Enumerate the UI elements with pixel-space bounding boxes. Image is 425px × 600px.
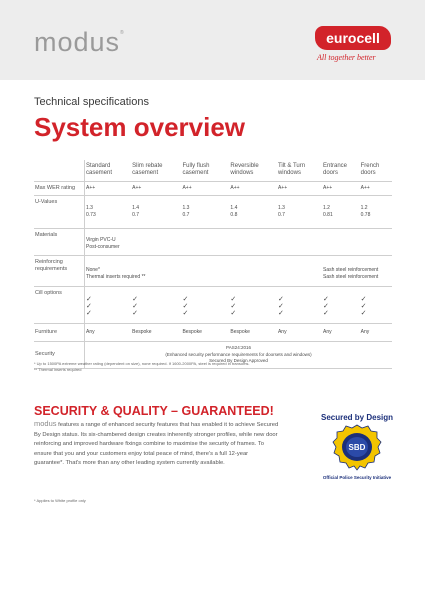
table-cell: Sash steel reinforcement Sash steel reinforcement <box>322 256 392 287</box>
security-body: modus features a range of enhanced security features that has enabled it to achieve Secured By Design status. Its six-chambered design creates inherently stronger profiles, while new door reinforcing and improved hardware fixings combine to maximise the security of frames. To ensure that you and your customers enjoy total peace of mind, there's a full 12-year guarantee*. That's more than any other leading system currently available. <box>34 419 279 467</box>
corner-cell <box>34 160 85 182</box>
row-label: Max WER rating <box>34 182 85 196</box>
table-row <box>34 196 392 229</box>
secured-by-design-logo <box>314 409 400 489</box>
row-label: Cill options <box>34 287 85 324</box>
table-cell: Any <box>85 324 132 342</box>
row-label: U-Values <box>34 196 85 229</box>
table-cell: 1.2 0.78 <box>360 196 392 229</box>
row-label: Furniture <box>34 324 85 342</box>
check-cell: ✓ ✓ ✓ <box>360 287 392 324</box>
table-cell: Bespoke <box>181 324 229 342</box>
row-label: Security <box>34 342 85 369</box>
security-heading: SECURITY & QUALITY – GUARANTEED! <box>34 404 274 418</box>
table-cell: 1.3 0.73 <box>85 196 132 229</box>
table-row <box>34 287 392 324</box>
table-cell: Any <box>360 324 392 342</box>
table-row <box>34 229 392 256</box>
col-header: Reversible windows <box>229 160 277 182</box>
table-cell: Any <box>322 324 360 342</box>
table-cell: A++ <box>229 182 277 196</box>
row-label: Materials <box>34 229 85 256</box>
table-cell: Virgin PVC-U Post-consumer <box>85 229 393 256</box>
sbd-badge-text: SBD <box>348 443 366 452</box>
table-cell: A++ <box>277 182 322 196</box>
eurocell-tagline: All together better <box>317 53 376 62</box>
check-cell: ✓ ✓ ✓ <box>131 287 181 324</box>
table-cell: A++ <box>360 182 392 196</box>
sbd-subtitle: Official Police Security Initiative <box>322 475 392 480</box>
col-header: Slim rebate casement <box>131 160 181 182</box>
security-footnote: * Applies to White profile only <box>34 498 86 503</box>
table-cell: A++ <box>322 182 360 196</box>
check-cell: ✓ ✓ ✓ <box>181 287 229 324</box>
col-header: Tilt & Turn windows <box>277 160 322 182</box>
table-cell: PAS24:2016 (Enhanced security performance requirements for doorsets and windows) Secured By Design Approved <box>85 342 393 369</box>
col-header: French doors <box>360 160 392 182</box>
check-cell: ✓ ✓ ✓ <box>229 287 277 324</box>
table-cell: A++ <box>181 182 229 196</box>
table-cell: 1.4 0.7 <box>131 196 181 229</box>
table-cell: Bespoke <box>229 324 277 342</box>
table-header-row <box>34 160 392 182</box>
table-cell: Bespoke <box>131 324 181 342</box>
table-cell: A++ <box>131 182 181 196</box>
check-cell: ✓ ✓ ✓ <box>322 287 360 324</box>
table-row <box>34 256 392 287</box>
col-header: Standard casement <box>85 160 132 182</box>
col-header: Entrance doors <box>322 160 360 182</box>
table-footnotes: * Up to 1500PA extreme weather rating (dependent on size), none required. If 1600-2000PA, steel is required in transoms. ** Thermal inserts required <box>34 361 250 372</box>
eurocell-logo: eurocell <box>315 26 391 50</box>
modus-logo: modus® <box>34 27 125 57</box>
col-header: Fully flush casement <box>181 160 229 182</box>
check-cell: ✓ ✓ ✓ <box>85 287 132 324</box>
table-cell: 1.3 0.7 <box>181 196 229 229</box>
sbd-title: Secured by Design <box>320 413 394 422</box>
table-cell: A++ <box>85 182 132 196</box>
page-header <box>0 0 425 80</box>
check-cell: ✓ ✓ ✓ <box>277 287 322 324</box>
table-row <box>34 324 392 342</box>
spec-table <box>34 160 392 369</box>
table-cell: Any <box>277 324 322 342</box>
table-row <box>34 182 392 196</box>
table-cell: 1.2 0.81 <box>322 196 360 229</box>
page-subtitle: Technical specifications <box>34 96 149 108</box>
page-title: System overview <box>34 112 246 142</box>
row-label: Reinforcing requirements <box>34 256 85 287</box>
table-cell: None* Thermal inserts required ** <box>85 256 323 287</box>
table-cell: 1.4 0.8 <box>229 196 277 229</box>
table-cell: 1.3 0.7 <box>277 196 322 229</box>
